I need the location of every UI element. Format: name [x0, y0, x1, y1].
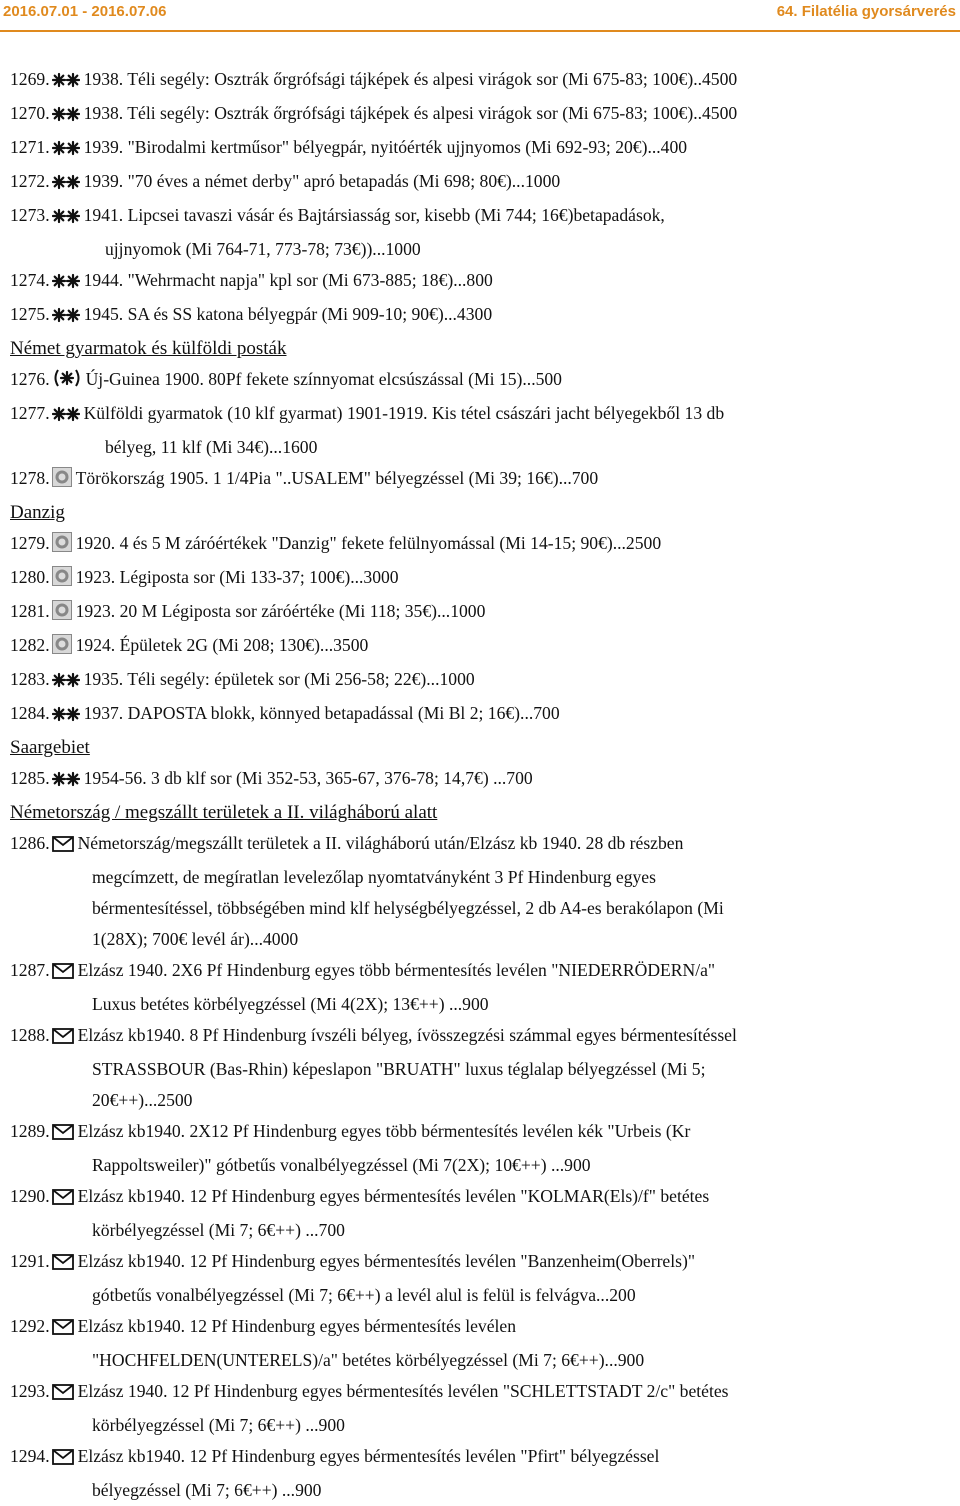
date-range: 2016.07.01 - 2016.07.06	[3, 3, 167, 20]
lot-number: 1281.	[10, 601, 50, 621]
lot-number: 1277.	[10, 403, 50, 423]
auction-title: 64. Filatélia gyorsárverés	[776, 3, 956, 20]
lot-entry	[10, 1181, 872, 1246]
lot-entry	[10, 763, 872, 797]
envelope-icon	[52, 1249, 74, 1280]
hinged-asterisk-icon	[52, 367, 82, 398]
lot-entry	[10, 630, 872, 664]
envelope-icon	[52, 1023, 74, 1054]
lot-number: 1279.	[10, 533, 50, 553]
lot-list	[10, 64, 872, 1506]
lot-number: 1290.	[10, 1186, 50, 1206]
lot-description: gótbetűs vonalbélyegzéssel (Mi 7; 6€++) a levél alul is felül is felvágva...200	[92, 1285, 636, 1305]
envelope-icon	[52, 1444, 74, 1475]
lot-number: 1276.	[10, 369, 50, 389]
lot-entry	[10, 200, 872, 265]
page-header	[0, 0, 960, 28]
lot-number: 1280.	[10, 567, 50, 587]
lot-description: Elzász kb1940. 2X12 Pf Hindenburg egyes több bérmentesítés levélen kék "Urbeis (Kr	[77, 1121, 691, 1141]
lot-number: 1272.	[10, 171, 50, 191]
postmark-icon	[52, 466, 72, 497]
lot-number: 1273.	[10, 205, 50, 225]
lot-description: Rappoltsweiler)" gótbetűs vonalbélyegzéssel (Mi 7(2X); 10€++) ...900	[92, 1155, 591, 1175]
lot-description: 1923. Légiposta sor (Mi 133-37; 100€)...3000	[75, 567, 399, 587]
lot-number: 1288.	[10, 1025, 50, 1045]
postmark-icon	[52, 599, 72, 630]
lot-number: 1292.	[10, 1316, 50, 1336]
lot-description: 1935. Téli segély: épületek sor (Mi 256-58; 22€)...1000	[83, 669, 475, 689]
lot-number: 1275.	[10, 304, 50, 324]
lot-description: 1(28X); 700€ levél ár)...4000	[92, 929, 299, 949]
lot-description: Németország/megszállt területek a II. világháború után/Elzász kb 1940. 28 db részben	[77, 833, 684, 853]
lot-description: 1954-56. 3 db klf sor (Mi 352-53, 365-67, 376-78; 14,7€) ...700	[83, 768, 533, 788]
lot-entry	[10, 364, 872, 398]
lot-entry	[10, 596, 872, 630]
lot-description: 1923. 20 M Légiposta sor záróértéke (Mi 118; 35€)...1000	[75, 601, 486, 621]
lot-entry	[10, 562, 872, 596]
lot-entry	[10, 463, 872, 497]
lot-number: 1274.	[10, 270, 50, 290]
lot-entry	[10, 1311, 872, 1376]
double-asterisk-icon	[52, 169, 80, 200]
lot-number: 1270.	[10, 103, 50, 123]
lot-description: bérmentesítéssel, többségében mind klf helységbélyegzéssel, 2 db A4-es berakólapon (Mi	[92, 898, 724, 918]
lot-number: 1286.	[10, 833, 50, 853]
double-asterisk-icon	[52, 203, 80, 234]
lot-description: bélyegzéssel (Mi 7; 6€++) ...900	[92, 1480, 322, 1500]
lot-number: 1285.	[10, 768, 50, 788]
lot-description: Külföldi gyarmatok (10 klf gyarmat) 1901-1919. Kis tétel császári jacht bélyegekből 13 db	[83, 403, 725, 423]
lot-description: ujjnyomok (Mi 764-71, 773-78; 73€))...1000	[105, 239, 421, 259]
double-asterisk-icon	[52, 268, 80, 299]
lot-description: 20€++)...2500	[92, 1090, 193, 1110]
lot-entry	[10, 828, 872, 955]
section-heading: Danzig	[10, 502, 65, 523]
lot-number: 1284.	[10, 703, 50, 723]
envelope-icon	[52, 1119, 74, 1150]
lot-entry	[10, 132, 872, 166]
lot-number: 1282.	[10, 635, 50, 655]
double-asterisk-icon	[52, 701, 80, 732]
double-asterisk-icon	[52, 766, 80, 797]
envelope-icon	[52, 1184, 74, 1215]
double-asterisk-icon	[52, 302, 80, 333]
section-heading: Németország / megszállt területek a II. világháború alatt	[10, 802, 438, 823]
lot-description: megcímzett, de megíratlan levelezőlap nyomtatványként 3 Pf Hindenburg egyes	[92, 867, 656, 887]
lot-description: STRASSBOUR (Bas-Rhin) képeslapon "BRUATH" luxus téglalap bélyegzéssel (Mi 5;	[92, 1059, 706, 1079]
postmark-icon	[52, 633, 72, 664]
lot-entry	[10, 664, 872, 698]
lot-description: bélyeg, 11 klf (Mi 34€)...1600	[105, 437, 318, 457]
lot-description: 1920. 4 és 5 M záróértékek "Danzig" fekete felülnyomással (Mi 14-15; 90€)...2500	[75, 533, 662, 553]
lot-description: körbélyegzéssel (Mi 7; 6€++) ...700	[92, 1220, 345, 1240]
lot-number: 1291.	[10, 1251, 50, 1271]
lot-description: Elzász kb1940. 8 Pf Hindenburg ívszéli bélyeg, ívösszegzési számmal egyes bérmentesítéssel	[77, 1025, 737, 1045]
envelope-icon	[52, 831, 74, 862]
envelope-icon	[52, 1314, 74, 1345]
lot-entry	[10, 98, 872, 132]
lot-description: Új-Guinea 1900. 80Pf fekete színnyomat elcsúszással (Mi 15)...500	[85, 369, 562, 389]
double-asterisk-icon	[52, 667, 80, 698]
lot-description: Elzász kb1940. 12 Pf Hindenburg egyes bérmentesítés levélen "Banzenheim(Oberrels)"	[77, 1251, 696, 1271]
lot-entry	[10, 955, 872, 1020]
lot-description: Luxus betétes körbélyegzéssel (Mi 4(2X); 13€++) ...900	[92, 994, 489, 1014]
lot-description: körbélyegzéssel (Mi 7; 6€++) ...900	[92, 1415, 345, 1435]
section-heading: Saargebiet	[10, 737, 90, 758]
envelope-icon	[52, 1379, 74, 1410]
lot-description: Elzász kb1940. 12 Pf Hindenburg egyes bérmentesítés levélen "KOLMAR(Els)/f" betétes	[77, 1186, 710, 1206]
lot-number: 1287.	[10, 960, 50, 980]
lot-description: Törökország 1905. 1 1/4Pia "..USALEM" bélyegzéssel (Mi 39; 16€)...700	[75, 468, 599, 488]
lot-entry	[10, 1246, 872, 1311]
lot-number: 1283.	[10, 669, 50, 689]
lot-entry	[10, 698, 872, 732]
lot-number: 1269.	[10, 69, 50, 89]
lot-description: 1944. "Wehrmacht napja" kpl sor (Mi 673-885; 18€)...800	[83, 270, 493, 290]
postmark-icon	[52, 565, 72, 596]
envelope-icon	[52, 958, 74, 989]
lot-entry	[10, 528, 872, 562]
section-heading: Német gyarmatok és külföldi posták	[10, 338, 287, 359]
header-divider	[0, 30, 960, 32]
lot-entry	[10, 64, 872, 98]
lot-entry	[10, 398, 872, 463]
lot-description: 1924. Épületek 2G (Mi 208; 130€)...3500	[75, 635, 369, 655]
lot-number: 1293.	[10, 1381, 50, 1401]
lot-description: 1941. Lipcsei tavaszi vásár és Bajtársiasság sor, kisebb (Mi 744; 16€)betapadások,	[83, 205, 665, 225]
lot-entry	[10, 1116, 872, 1181]
lot-entry	[10, 1441, 872, 1506]
double-asterisk-icon	[52, 67, 80, 98]
lot-description: Elzász kb1940. 12 Pf Hindenburg egyes bérmentesítés levélen	[77, 1316, 517, 1336]
lot-description: 1938. Téli segély: Osztrák őrgrófsági tájképek és alpesi virágok sor (Mi 675-83; 100€)..4500	[83, 103, 738, 123]
lot-entry	[10, 299, 872, 333]
double-asterisk-icon	[52, 135, 80, 166]
lot-number: 1289.	[10, 1121, 50, 1141]
lot-entry	[10, 265, 872, 299]
lot-description: Elzász kb1940. 12 Pf Hindenburg egyes bérmentesítés levélen "Pfirt" bélyegzéssel	[77, 1446, 660, 1466]
lot-description: 1939. "70 éves a német derby" apró betapadás (Mi 698; 80€)...1000	[83, 171, 561, 191]
lot-description: 1937. DAPOSTA blokk, könnyed betapadással (Mi Bl 2; 16€)...700	[83, 703, 560, 723]
lot-number: 1278.	[10, 468, 50, 488]
lot-entry	[10, 1020, 872, 1116]
lot-description: 1938. Téli segély: Osztrák őrgrófsági tájképek és alpesi virágok sor (Mi 675-83; 100€)..4500	[83, 69, 738, 89]
lot-number: 1294.	[10, 1446, 50, 1466]
double-asterisk-icon	[52, 401, 80, 432]
lot-description: 1945. SA és SS katona bélyegpár (Mi 909-10; 90€)...4300	[83, 304, 493, 324]
lot-description: 1939. "Birodalmi kertműsor" bélyegpár, nyitóérték ujjnyomos (Mi 692-93; 20€)...400	[83, 137, 688, 157]
lot-description: Elzász 1940. 2X6 Pf Hindenburg egyes több bérmentesítés levélen "NIEDERRÖDERN/a"	[77, 960, 716, 980]
lot-description: "HOCHFELDEN(UNTERELS)/a" betétes körbélyegzéssel (Mi 7; 6€++)...900	[92, 1350, 645, 1370]
lot-entry	[10, 166, 872, 200]
double-asterisk-icon	[52, 101, 80, 132]
postmark-icon	[52, 531, 72, 562]
lot-number: 1271.	[10, 137, 50, 157]
lot-description: Elzász 1940. 12 Pf Hindenburg egyes bérmentesítés levélen "SCHLETTSTADT 2/c" betétes	[77, 1381, 729, 1401]
